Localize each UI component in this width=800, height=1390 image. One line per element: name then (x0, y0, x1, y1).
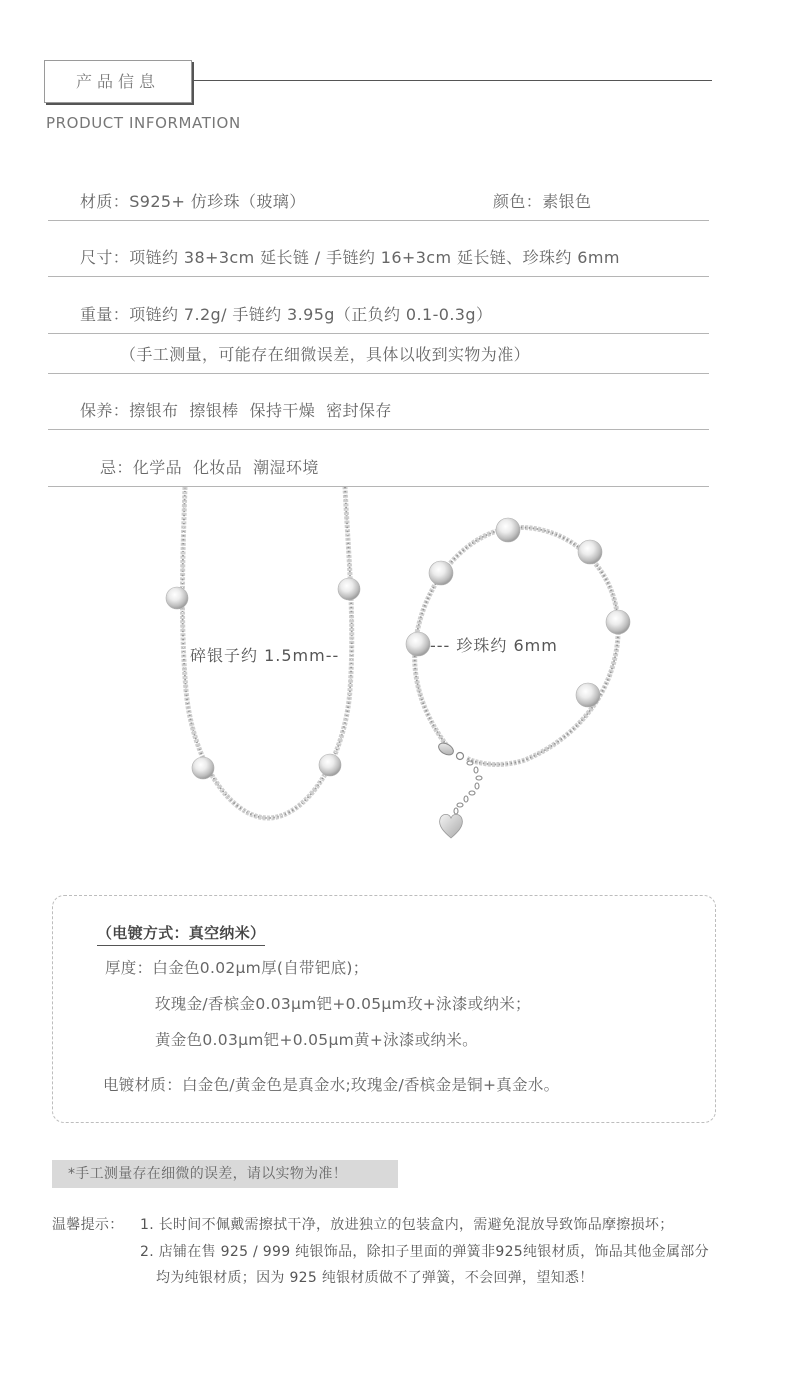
bracelet-jump-ring (457, 753, 464, 760)
bracelet (406, 518, 630, 838)
extension-chain (454, 761, 482, 814)
section-title-cn: 产品信息 (44, 60, 192, 103)
tip-item-1: 1. 长时间不佩戴需擦拭干净，放进独立的包装盒内，需避免混放导致饰品摩擦损坏； (140, 1217, 674, 1233)
spec-material: 材质：S925+ 仿珍珠（玻璃） (80, 192, 306, 211)
necklace-pearl (338, 578, 360, 600)
tip-item-2: 2. 店铺在售 925 / 999 纯银饰品，除扣子里面的弹簧非925纯银材质，饰品其他金属部分 (140, 1244, 709, 1260)
bracelet-pearl (576, 683, 600, 707)
spec-row-size (48, 240, 709, 277)
pearl-size-label: --- 珍珠约 6mm (430, 636, 558, 655)
spec-avoid: 忌：化学品 化妆品 潮湿环境 (100, 458, 319, 477)
spec-weight: 重量：项链约 7.2g/ 手链约 3.95g（正负约 0.1-0.3g） (80, 305, 493, 324)
spec-care: 保养：擦银布 擦银棒 保持干燥 密封保存 (80, 401, 392, 420)
tip-item-2-continued: 均为纯银材质；因为 925 纯银材质做不了弹簧，不会回弹，望知悉！ (156, 1270, 594, 1286)
bracelet-pearl (578, 540, 602, 564)
plating-yellow-gold: 黄金色0.03μm钯+0.05μm黄+泳漆或纳米。 (155, 1031, 478, 1049)
spec-row-care (48, 393, 709, 430)
measurement-notice: *手工测量存在细微的误差，请以实物为准！ (52, 1160, 398, 1188)
plating-rose-gold: 玫瑰金/香槟金0.03μm钯+0.05μm玫+泳漆或纳米； (155, 995, 531, 1013)
necklace-pearl (319, 754, 341, 776)
section-title-en: PRODUCT INFORMATION (46, 114, 241, 132)
chain-size-label: 碎银子约 1.5mm-- (190, 646, 340, 665)
spec-weight-note: （手工测量，可能存在细微误差，具体以收到实物为准） (120, 345, 531, 364)
bracelet-pearl (496, 518, 520, 542)
plating-thickness: 厚度：白金色0.02μm厚(自带钯底)； (105, 959, 369, 977)
spec-row-weight-note (48, 337, 709, 374)
necklace-pearl (192, 757, 214, 779)
bracelet-clasp (437, 741, 456, 758)
heart-charm-icon (440, 814, 463, 838)
title-divider (192, 80, 712, 81)
product-photo (0, 487, 800, 867)
plating-heading: （电镀方式：真空纳米） (97, 921, 265, 946)
spec-color: 颜色：素银色 (493, 192, 592, 211)
necklace-pearl (166, 587, 188, 609)
spec-row-avoid (48, 450, 709, 487)
tips-label: 温馨提示： (52, 1217, 124, 1233)
spec-row-weight (48, 297, 709, 334)
bracelet-pearl (429, 561, 453, 585)
plating-material: 电镀材质：白金色/黄金色是真金水;玫瑰金/香槟金是铜+真金水。 (103, 1076, 560, 1094)
bracelet-pearl (406, 632, 430, 656)
spec-row-material (48, 184, 709, 221)
bracelet-pearl (606, 610, 630, 634)
spec-size: 尺寸：项链约 38+3cm 延长链 / 手链约 16+3cm 延长链、珍珠约 6mm (80, 248, 620, 267)
